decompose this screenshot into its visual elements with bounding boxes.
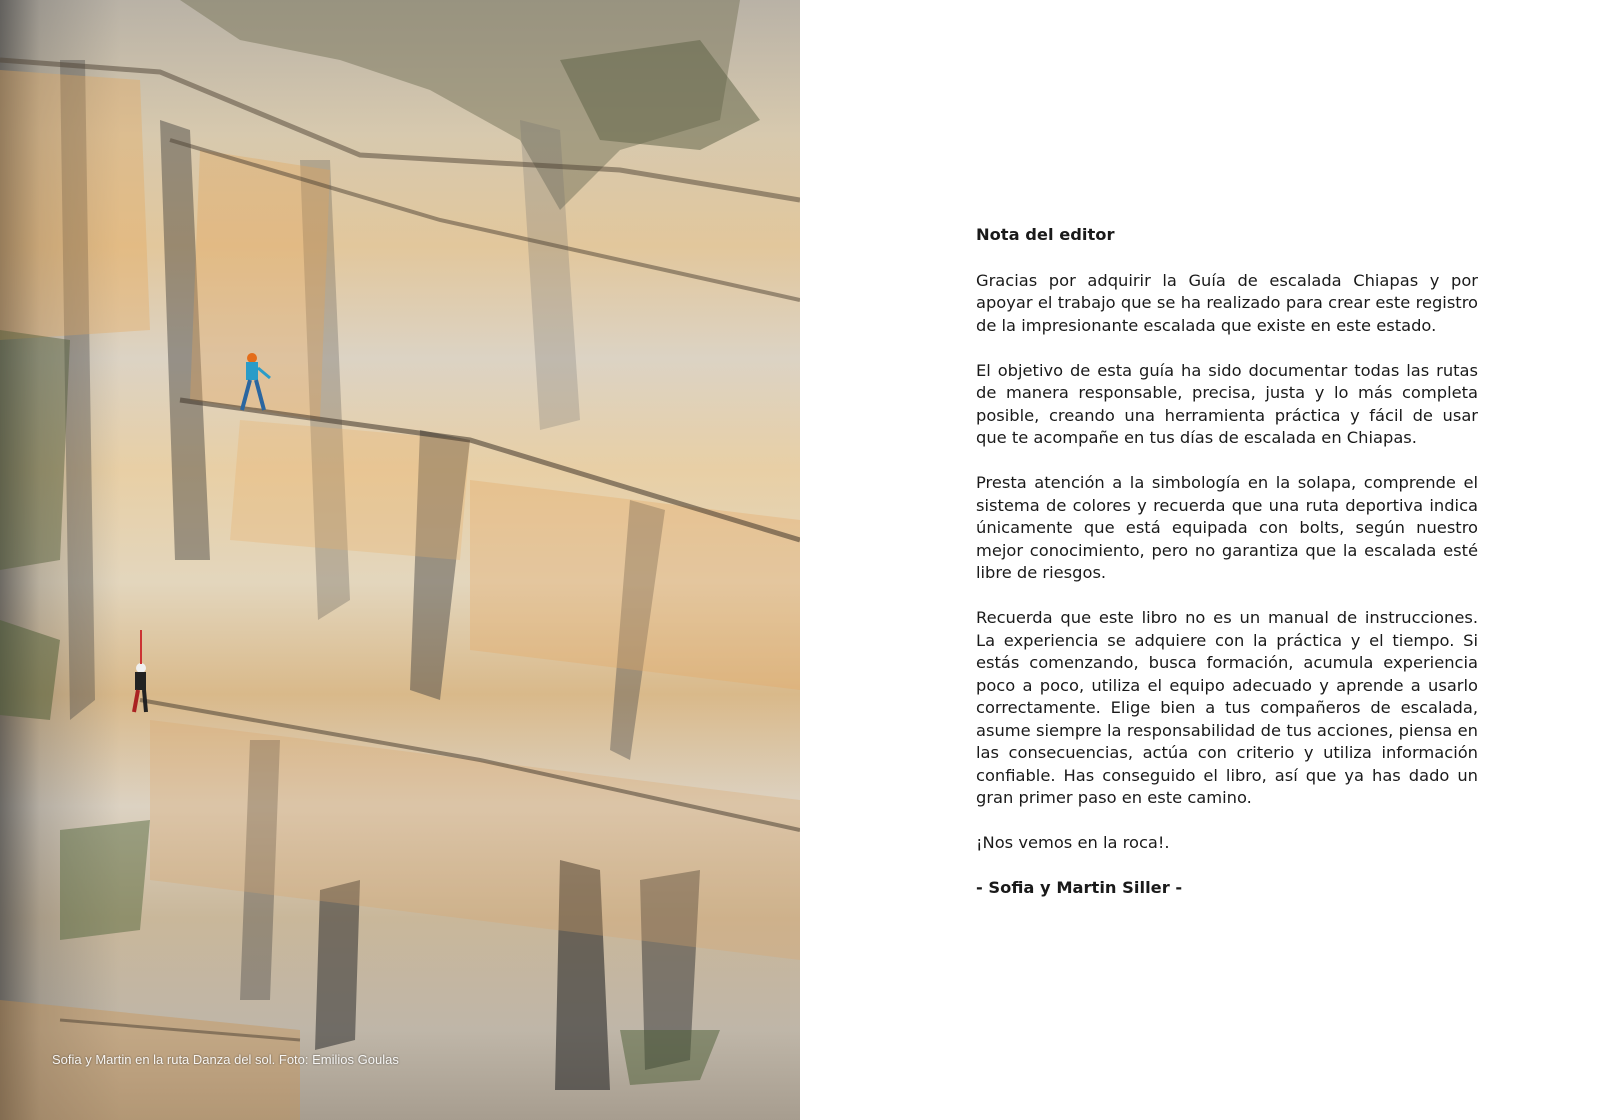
belayer-figure [134,630,146,712]
photo-caption: Sofia y Martin en la ruta Danza del sol. Foto: Emilios Goulas [52,1052,399,1067]
editor-note [976,224,1478,900]
note-signature: - Sofia y Martin Siller - [976,878,1183,897]
note-paragraph: Presta atención a la simbología en la solapa, comprende el sistema de colores y recuerda que una ruta deportiva indica únicamente que está equipada con bolts, según nuestro mejor conocimiento, pero no garantiza que la escalada esté libre de riesgos. [976,473,1478,582]
note-closing: ¡Nos vemos en la roca!. [976,833,1170,852]
note-paragraph: Recuerda que este libro no es un manual de instrucciones. La experiencia se adquiere con la práctica y el tiempo. Si estás comenzando, busca formación, acumula experiencia poco a poco, utiliza el equipo adecuado y aprende a usarlo correctamente. Elige bien a tus compañeros de escalada, asume siempre la responsabilidad de tus acciones, piensa en las consecuencias, actúa con criterio y utiliza información confiable. Has conseguido el libro, así que ya has dado un gran primer paso en este camino. [976,608,1478,807]
note-paragraph: El objetivo de esta guía ha sido documentar todas las rutas de manera responsable, precisa, justa y lo más completa posible, creando una herramienta práctica y fácil de usar que te acompañe en tus días de escalada en Chiapas. [976,360,1478,447]
note-title: Nota del editor [976,225,1115,244]
note-paragraph: Gracias por adquirir la Guía de escalada Chiapas y por apoyar el trabajo que se ha realizado para crear este registro de la impresionante escalada que existe en este estado. [976,270,1478,335]
